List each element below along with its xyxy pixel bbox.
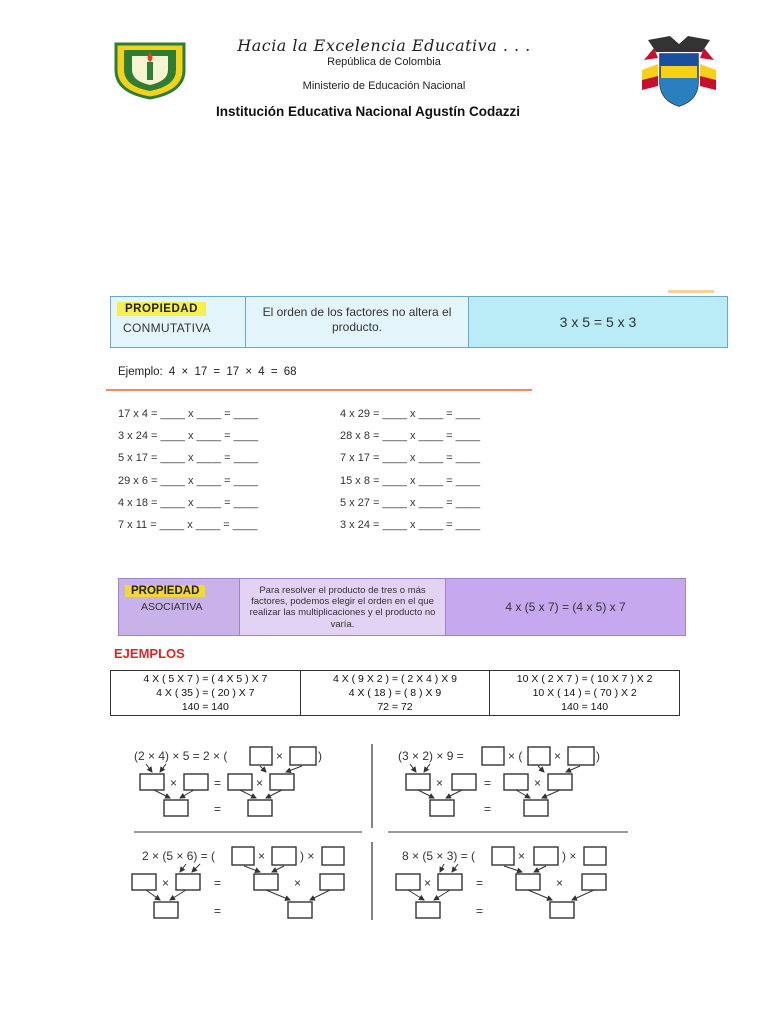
svg-text:×: × [294, 876, 302, 890]
diagram-3 [132, 847, 344, 918]
institution-name: Institución Educativa Nacional Agustín Codazzi [216, 104, 521, 119]
answer-box[interactable] [492, 847, 514, 865]
cell-line: 4 X ( 9 X 2 ) = ( 2 X 4 ) X 9 [332, 673, 457, 685]
svg-text:×: × [162, 876, 170, 890]
answer-box[interactable] [140, 774, 164, 790]
answer-box[interactable] [482, 747, 504, 765]
svg-text:=: = [214, 904, 222, 918]
answer-box[interactable] [164, 800, 188, 816]
svg-text:×: × [170, 776, 178, 790]
conmutativa-banner [110, 296, 728, 348]
exercises-right-column [340, 408, 480, 541]
svg-text:=: = [214, 776, 222, 790]
svg-text:×: × [424, 876, 432, 890]
answer-box[interactable] [176, 874, 200, 890]
answer-box[interactable] [228, 774, 252, 790]
ministry-text: Ministerio de Educación Nacional [302, 80, 466, 92]
property-name: ASOCIATIVA [141, 601, 203, 613]
answer-box[interactable] [288, 902, 312, 918]
svg-text:×: × [276, 749, 284, 763]
exercise-item: 7 x 17 = ____ x ____ = ____ [340, 452, 481, 465]
diagram-expression: (2 × 4) × 5 = 2 × ( [134, 749, 228, 763]
answer-box[interactable] [154, 902, 178, 918]
asociativa-example: 4 x (5 x 7) = (4 x 5) x 7 [446, 579, 685, 635]
answer-box[interactable] [250, 747, 272, 765]
answer-box[interactable] [452, 774, 476, 790]
diagram-4 [396, 847, 606, 918]
exercise-item: 29 x 6 = ____ x ____ = ____ [118, 474, 259, 487]
svg-text:×: × [518, 849, 526, 863]
republic-text: República de Colombia [327, 56, 441, 68]
diagram-expression: 2 × (5 × 6) = ( [142, 849, 216, 863]
answer-box[interactable] [132, 874, 156, 890]
answer-box[interactable] [406, 774, 430, 790]
answer-box[interactable] [504, 774, 528, 790]
exercise-item: 5 x 17 = ____ x ____ = ____ [118, 452, 259, 465]
diagram-expression: (3 × 2) × 9 = [398, 749, 464, 763]
answer-box[interactable] [184, 774, 208, 790]
exercise-item: 7 x 11 = ____ x ____ = ____ [118, 518, 258, 531]
svg-text:): ) [596, 749, 600, 763]
exercise-item: 5 x 27 = ____ x ____ = ____ [340, 496, 481, 509]
svg-text:) ×: ) × [562, 849, 577, 863]
svg-text:×: × [534, 776, 542, 790]
answer-box[interactable] [582, 874, 606, 890]
asociativa-description: Para resolver el producto de tres o más factores, podemos elegir el orden en el que realizar las multiplicaciones y el producto no varía. [240, 579, 446, 635]
property-tag: PROPIEDAD [125, 585, 205, 597]
cell-line: 140 = 140 [561, 701, 609, 713]
motto-text: Hacia la Excelencia Educativa . . . [237, 36, 531, 55]
svg-text:× (: × ( [508, 749, 523, 763]
conmutativa-example: 3 x 5 = 5 x 3 [469, 297, 727, 347]
exercise-item: 3 x 24 = ____ x ____ = ____ [118, 430, 259, 443]
property-tag: PROPIEDAD [117, 302, 206, 316]
exercise-item: 17 x 4 = ____ x ____ = ____ [118, 408, 259, 420]
asociativa-banner [118, 578, 686, 636]
svg-text:=: = [476, 876, 484, 890]
exercise-item: 28 x 8 = ____ x ____ = ____ [340, 430, 481, 443]
svg-text:) ×: ) × [300, 849, 315, 863]
answer-box[interactable] [322, 847, 344, 865]
answer-box[interactable] [528, 747, 550, 765]
answer-box[interactable] [320, 874, 344, 890]
exercise-item: 4 x 18 = ____ x ____ = ____ [118, 496, 259, 509]
exercise-item: 4 x 29 = ____ x ____ = ____ [340, 408, 481, 420]
table-cell [111, 671, 301, 716]
svg-text:×: × [556, 876, 564, 890]
exercise-item: 15 x 8 = ____ x ____ = ____ [340, 474, 481, 487]
cell-line: 4 X ( 35 ) = ( 20 ) X 7 [156, 687, 255, 699]
svg-text:×: × [256, 776, 264, 790]
diagram-1 [134, 747, 322, 816]
answer-box[interactable] [584, 847, 606, 865]
diagram-exercises [0, 730, 768, 930]
answer-box[interactable] [272, 847, 296, 865]
cell-line: 10 X ( 14 ) = ( 70 ) X 2 [532, 687, 637, 699]
svg-text:×: × [436, 776, 444, 790]
answer-box[interactable] [232, 847, 254, 865]
cell-line: 4 X ( 5 X 7 ) = ( 4 X 5 ) X 7 [143, 673, 268, 685]
svg-text:=: = [214, 876, 222, 890]
cell-line: 4 X ( 18 ) = ( 8 ) X 9 [348, 687, 442, 699]
answer-box[interactable] [568, 747, 594, 765]
asociativa-title-cell [119, 579, 240, 635]
answer-box[interactable] [550, 902, 574, 918]
coat-of-arms-logo [640, 30, 718, 108]
answer-box[interactable] [524, 800, 548, 816]
conmutativa-description: El orden de los factores no altera el producto. [246, 297, 469, 347]
answer-box[interactable] [290, 747, 316, 765]
answer-box[interactable] [430, 800, 454, 816]
decoration-line [668, 290, 714, 293]
table-cell [490, 671, 680, 716]
answer-box[interactable] [254, 874, 278, 890]
ejemplos-table [110, 670, 680, 716]
svg-text:): ) [318, 749, 322, 763]
conmutativa-title-cell [111, 297, 246, 347]
cell-line: 10 X ( 2 X 7 ) = ( 10 X 7 ) X 2 [516, 673, 653, 685]
answer-box[interactable] [248, 800, 272, 816]
example-line: Ejemplo: 4 × 17 = 17 × 4 = 68 [118, 366, 297, 378]
answer-box[interactable] [534, 847, 558, 865]
ejemplos-heading: EJEMPLOS [114, 646, 185, 661]
cell-line: 72 = 72 [377, 701, 413, 713]
svg-text:×: × [258, 849, 266, 863]
svg-text:=: = [476, 904, 484, 918]
answer-box[interactable] [396, 874, 420, 890]
cell-line: 140 = 140 [181, 701, 229, 713]
svg-text:=: = [214, 802, 222, 816]
svg-text:=: = [484, 776, 492, 790]
answer-box[interactable] [516, 874, 540, 890]
orange-divider [106, 389, 532, 391]
answer-box[interactable] [548, 774, 572, 790]
answer-box[interactable] [416, 902, 440, 918]
property-name: CONMUTATIVA [123, 321, 211, 335]
table-row [111, 671, 680, 716]
svg-text:×: × [554, 749, 562, 763]
exercises-left-column [118, 408, 258, 541]
diagram-2 [398, 747, 600, 816]
answer-box[interactable] [270, 774, 294, 790]
answer-box[interactable] [438, 874, 462, 890]
exercise-item: 3 x 24 = ____ x ____ = ____ [340, 518, 481, 531]
diagram-expression: 8 × (5 × 3) = ( [402, 849, 476, 863]
table-cell [300, 671, 490, 716]
svg-text:=: = [484, 802, 492, 816]
